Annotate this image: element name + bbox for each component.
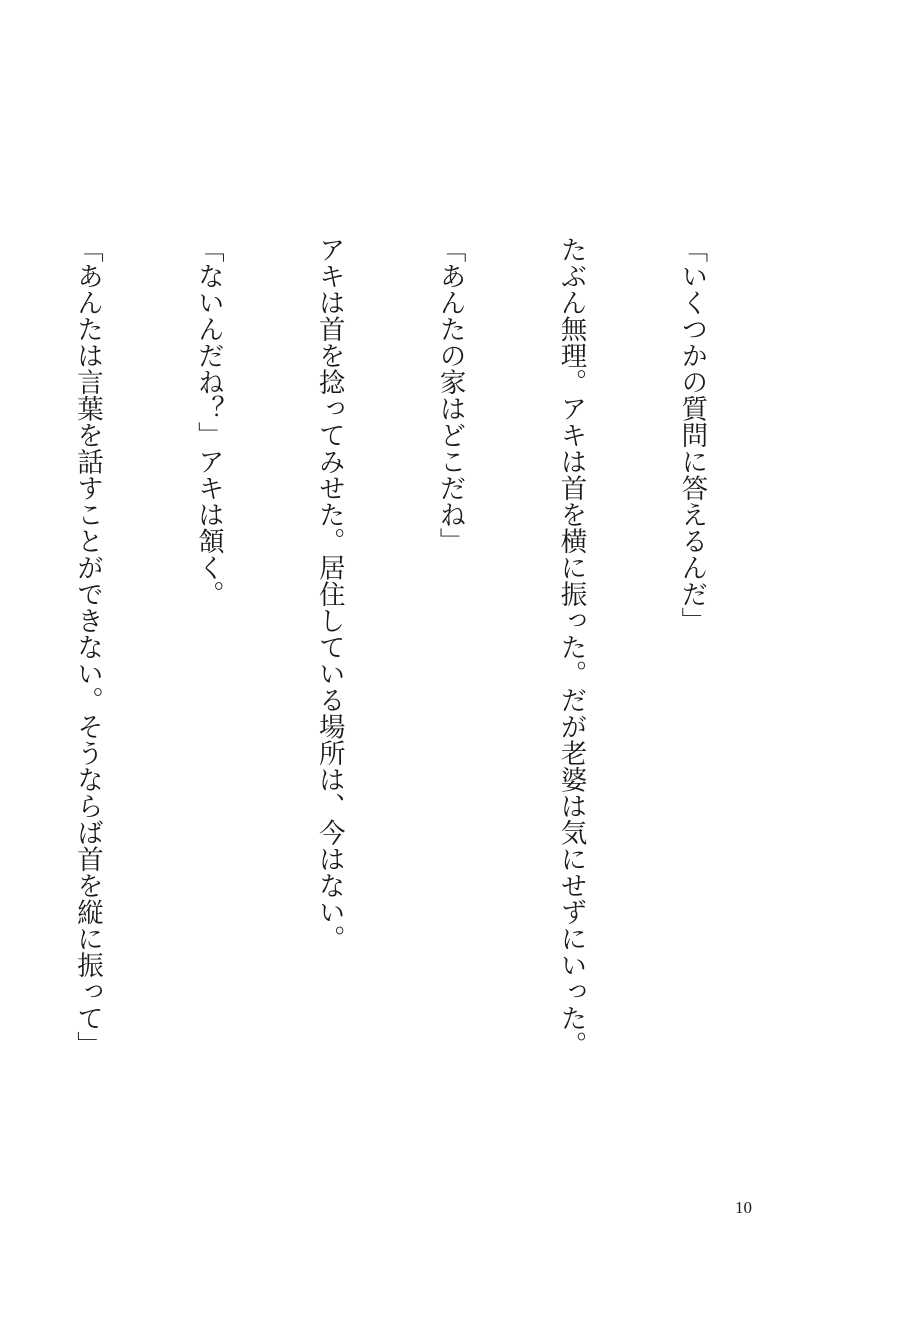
page-number: 10 [735, 1198, 752, 1217]
text-line: アキは首を捻ってみせた。居住している場所は、今はない。 [313, 236, 345, 952]
text-line: たぶん無理。アキは首を横に振った。だが老婆は気にせずにいった。 [555, 236, 587, 1058]
body-text [0, 236, 792, 1196]
text-line: 「あんたの家はどこだね」 [434, 236, 466, 554]
text-line: 「ないんだね？」アキは頷く。 [192, 236, 224, 607]
text-line: 「あんたは言葉を話すことができない。そうならば首を縦に振って」 [71, 236, 103, 1058]
text-line: 「いくつかの質問に答えるんだ」 [676, 236, 708, 634]
